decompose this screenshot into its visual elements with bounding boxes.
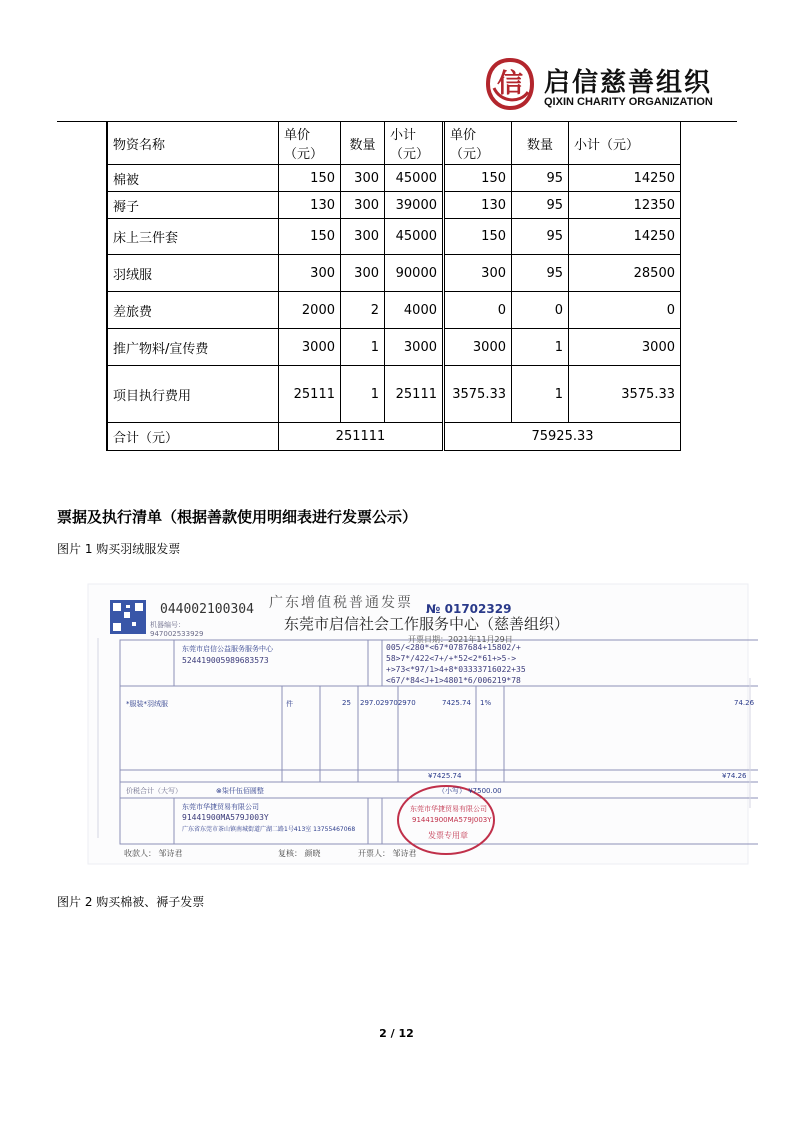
col-header-plan-subtotal: 小计（元） — [385, 122, 444, 165]
qr-code-icon — [110, 600, 146, 634]
cell-actual-price: 130 — [444, 192, 512, 219]
cell-plan-subtotal: 4000 — [385, 292, 444, 329]
cell-actual-price: 300 — [444, 255, 512, 292]
cell-plan-price: 150 — [279, 165, 341, 192]
logo-seal-icon — [486, 58, 534, 110]
figure-caption-2: 图片 2 购买棉被、褥子发票 — [57, 895, 205, 909]
invoice-image — [58, 578, 758, 878]
budget-table — [106, 121, 681, 451]
cell-actual-subtotal: 14250 — [569, 219, 681, 255]
cell-plan-subtotal: 90000 — [385, 255, 444, 292]
col-header-actual-subtotal: 小计（元） — [569, 122, 681, 165]
cell-actual-qty: 1 — [512, 366, 569, 423]
cipher-line-3: +>73<*97/1>4+8*03333716022+35 — [386, 665, 526, 674]
table-row — [107, 292, 681, 329]
item-qty: 25 — [342, 699, 351, 707]
cell-plan-subtotal: 45000 — [385, 219, 444, 255]
cell-name: 棉被 — [107, 165, 279, 192]
seller-address: 广东省东莞市茶山镇南城街道广湖二路1号413室 13755467068 — [182, 826, 356, 833]
item-unit-price: 297.029702970 — [360, 699, 416, 707]
cell-name: 推广物料/宣传费 — [107, 329, 279, 366]
cell-plan-qty: 300 — [341, 219, 385, 255]
seal-company: 东莞市华捷贸易有限公司 — [410, 805, 487, 813]
invoice-org-watermark: 东莞市启信社会工作服务中心（慈善组织） — [284, 615, 570, 633]
cell-actual-qty: 95 — [512, 192, 569, 219]
figure-caption-1: 图片 1 购买羽绒服发票 — [57, 542, 181, 556]
cell-plan-price: 150 — [279, 219, 341, 255]
table-total-row — [107, 423, 681, 451]
cell-plan-price: 2000 — [279, 292, 341, 329]
page-number: 2 / 12 — [379, 1027, 414, 1040]
cipher-line-2: 58>7*/422<7+/+*52<2*61+>5-> — [386, 654, 517, 663]
section-title: 票据及执行清单（根据善款使用明细表进行发票公示） — [57, 508, 418, 526]
table-row — [107, 255, 681, 292]
seal-tax-id: 91441900MA579J003Y — [412, 816, 492, 824]
cell-plan-qty: 1 — [341, 329, 385, 366]
cell-plan-subtotal: 3000 — [385, 329, 444, 366]
total-label: 合计（元） — [107, 423, 279, 451]
cell-name: 项目执行费用 — [107, 366, 279, 423]
invoice-code: 044002100304 — [160, 602, 254, 617]
cell-actual-qty: 1 — [512, 329, 569, 366]
svg-text:信: 信 — [496, 69, 524, 99]
invoice-number: № 01702329 — [426, 602, 512, 616]
payee: 收款人： 邹诗君 — [124, 849, 183, 858]
total-actual: 75925.33 — [444, 423, 681, 451]
cell-plan-qty: 300 — [341, 165, 385, 192]
cell-name: 羽绒服 — [107, 255, 279, 292]
cell-actual-qty: 95 — [512, 165, 569, 192]
machine-no-label: 机器编号： — [150, 621, 185, 629]
cipher-line-1: 005/<280*<67*0787684+15802/+ — [386, 643, 521, 652]
issuer: 开票人： 邹诗君 — [358, 849, 417, 858]
col-header-actual-price: 单价（元） — [444, 122, 512, 165]
cell-actual-price: 0 — [444, 292, 512, 329]
cell-plan-subtotal: 39000 — [385, 192, 444, 219]
cell-actual-price: 150 — [444, 219, 512, 255]
cell-plan-qty: 1 — [341, 366, 385, 423]
seal-label: 发票专用章 — [428, 831, 468, 840]
org-logo — [486, 58, 736, 114]
cipher-line-4: <67/*84<J+1>4801*6/006219*78 — [386, 676, 521, 685]
cell-actual-price: 3575.33 — [444, 366, 512, 423]
col-header-plan-qty: 数量 — [341, 122, 385, 165]
buyer-name: 东莞市启信公益服务服务中心 — [182, 645, 273, 653]
cell-plan-price: 130 — [279, 192, 341, 219]
total-small: （小写） ¥7500.00 — [438, 787, 502, 795]
total-plan: 251111 — [279, 423, 444, 451]
table-header-row — [107, 122, 681, 165]
cell-actual-subtotal: 0 — [569, 292, 681, 329]
cell-actual-subtotal: 3000 — [569, 329, 681, 366]
cell-plan-price: 25111 — [279, 366, 341, 423]
total-tax: ¥74.26 — [722, 772, 747, 780]
col-header-name: 物资名称 — [107, 122, 279, 165]
invoice-title: 广东增值税普通发票 — [269, 595, 413, 611]
org-name-cn: 启信慈善组织 — [544, 68, 713, 98]
cell-name: 床上三件套 — [107, 219, 279, 255]
cell-name: 褥子 — [107, 192, 279, 219]
cell-actual-subtotal: 3575.33 — [569, 366, 681, 423]
cell-actual-qty: 95 — [512, 255, 569, 292]
seller-tax-id: 91441900MA579J003Y — [182, 813, 269, 822]
cell-plan-price: 3000 — [279, 329, 341, 366]
total-caps-label: 价税合计（大写） — [126, 787, 182, 795]
item-tax-rate: 1% — [480, 699, 492, 707]
cell-actual-qty: 95 — [512, 219, 569, 255]
item-name: *服装*羽绒服 — [126, 700, 168, 708]
cell-plan-subtotal: 45000 — [385, 165, 444, 192]
machine-no: 947002533929 — [150, 630, 204, 638]
cell-actual-price: 3000 — [444, 329, 512, 366]
buyer-tax-id: 52441900598968357З — [182, 656, 269, 665]
org-name-en: QIXIN CHARITY ORGANIZATION — [544, 96, 713, 108]
cell-plan-qty: 2 — [341, 292, 385, 329]
cell-actual-qty: 0 — [512, 292, 569, 329]
cell-actual-subtotal: 12350 — [569, 192, 681, 219]
col-header-plan-price: 单价（元） — [279, 122, 341, 165]
reviewer: 复核： 颜晓 — [278, 849, 321, 858]
item-tax: 74.26 — [734, 699, 755, 707]
table-row — [107, 165, 681, 192]
col-header-actual-qty: 数量 — [512, 122, 569, 165]
cell-name: 差旅费 — [107, 292, 279, 329]
item-unit: 件 — [286, 700, 293, 708]
item-amount: 7425.74 — [442, 699, 471, 707]
cell-plan-subtotal: 25111 — [385, 366, 444, 423]
cell-actual-price: 150 — [444, 165, 512, 192]
table-row — [107, 192, 681, 219]
table-row — [107, 366, 681, 423]
table-row — [107, 329, 681, 366]
cell-plan-qty: 300 — [341, 192, 385, 219]
cell-actual-subtotal: 14250 — [569, 165, 681, 192]
seller-name: 东莞市华捷贸易有限公司 — [182, 803, 259, 811]
invoice-date: 开票日期：2021年11月29日 — [408, 635, 513, 644]
table-row — [107, 219, 681, 255]
total-caps: ⊗柒仟伍佰圆整 — [216, 787, 264, 795]
cell-plan-price: 300 — [279, 255, 341, 292]
cell-plan-qty: 300 — [341, 255, 385, 292]
total-amount: ¥7425.74 — [428, 772, 462, 780]
cell-actual-subtotal: 28500 — [569, 255, 681, 292]
